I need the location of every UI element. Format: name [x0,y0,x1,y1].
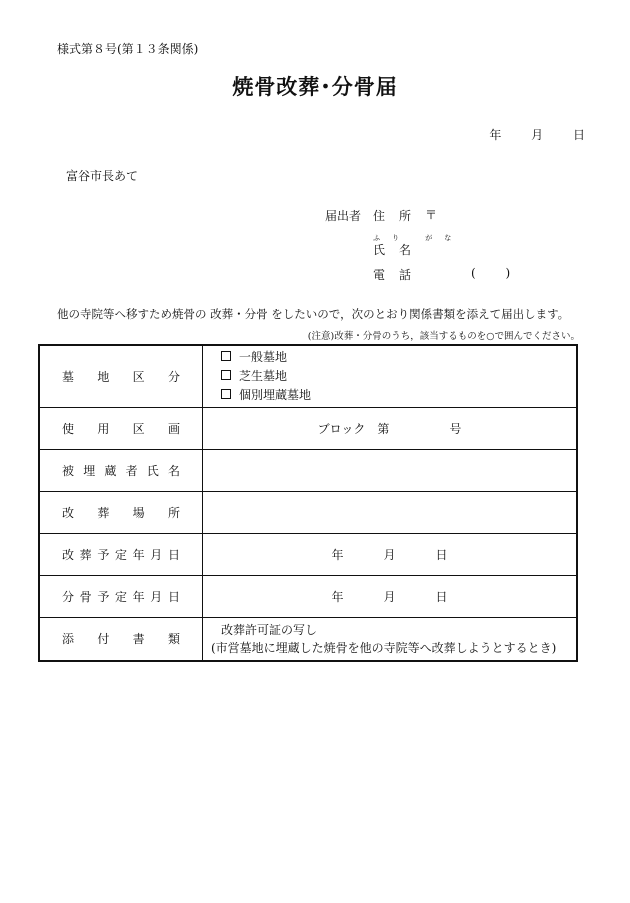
label-char: 葬 [97,505,110,520]
row-label [39,533,203,575]
cemetery-type-cell [203,345,578,407]
table-row [39,617,577,661]
label-char: 定 [114,547,127,562]
month-label: 月 [383,547,396,562]
day-label: 日 [435,547,448,562]
label-reburial-place [40,504,202,521]
label-char: 地 [97,369,110,384]
phone-parentheses: ( ) [471,266,511,280]
label-char: 予 [97,589,110,604]
option-label: 一般墓地 [239,349,288,364]
bone-division-date-field[interactable] [203,575,578,617]
label-char: 書 [132,632,145,647]
address-label: 住所 [373,209,426,223]
option-individual[interactable] [203,386,576,405]
label-char: 日 [167,589,180,604]
row-label [39,345,203,407]
row-label [39,575,203,617]
statement-text: 他の寺院等へ移すため焼骨の 改葬・分骨 をしたいので，次のとおり関係書類を添えて届出します。 [57,307,570,321]
label-char: 埋 [83,463,96,478]
table-row [39,491,577,533]
reburial-place-field[interactable] [203,491,578,533]
form-number: 様式第８号(第１３条関係) [57,42,199,56]
label-char: 分 [167,369,180,384]
label-char: 改 [62,505,75,520]
month-label: 月 [383,589,396,604]
label-char: 月 [150,589,163,604]
row-label [39,407,203,449]
phone-label: 電話 [373,268,426,282]
table-row [39,345,577,407]
submission-date: 年 月 日 [489,128,585,142]
label-char: 添 [62,632,75,647]
row-label [39,449,203,491]
checkbox-icon[interactable] [221,370,231,380]
table-row [39,533,577,575]
label-char: 付 [97,632,110,647]
label-bone-division-date [40,588,202,605]
note-text: (注意)改葬・分骨のうち，該当するものを○で囲んでください。 [307,331,580,342]
label-char: 年 [132,589,145,604]
label-char: 骨 [79,589,92,604]
label-char: 者 [125,463,138,478]
form-table [38,344,578,662]
row-label [39,617,203,661]
label-char: 葬 [79,547,92,562]
label-char: 名 [167,463,180,478]
label-char: 使 [62,421,75,436]
checkbox-icon[interactable] [221,389,231,399]
table-row [39,449,577,491]
table-row [39,407,577,449]
applicant-label: 届出者 [325,209,362,223]
label-char: 日 [167,547,180,562]
postal-mark: 〒 [425,208,438,222]
name-label: 氏名 [373,243,426,257]
addressee: 富谷市長あて [66,169,139,183]
label-char: 改 [62,547,75,562]
checkbox-icon[interactable] [221,351,231,361]
label-char: 区 [132,369,145,384]
label-char: 被 [62,463,75,478]
label-char: 年 [132,547,145,562]
table-row [39,575,577,617]
attachment-item: 改葬許可証の写し [221,622,318,637]
label-char: 所 [167,505,180,520]
attachments-cell [203,617,578,661]
year-label: 年 [331,589,344,604]
label-char: 氏 [146,463,159,478]
attachment-condition: (市営墓地に埋蔵した焼骨を他の寺院等へ改葬しようとするとき) [211,640,557,655]
label-cemetery-type [40,368,202,385]
label-char: 場 [132,505,145,520]
label-attachments [40,630,202,647]
deceased-name-field[interactable] [203,449,578,491]
label-char: 蔵 [104,463,117,478]
option-lawn[interactable] [203,367,576,386]
page-title: 焼骨改葬･分骨届 [232,75,398,99]
reburial-date-field[interactable] [203,533,578,575]
option-label: 芝生墓地 [239,368,288,383]
label-char: 定 [114,589,127,604]
label-char: 用 [97,421,110,436]
day-label: 日 [435,589,448,604]
label-reburial-date [40,546,202,563]
option-label: 個別埋蔵墓地 [239,387,312,402]
row-label [39,491,203,533]
label-char: 類 [167,632,180,647]
plot-cell[interactable] [203,407,578,449]
year-label: 年 [331,547,344,562]
label-char: 墓 [62,369,75,384]
label-char: 画 [167,421,180,436]
block-text: ブロック 第 号 [317,421,462,436]
label-char: 分 [62,589,75,604]
option-general[interactable] [203,348,576,367]
label-char: 予 [97,547,110,562]
label-char: 区 [132,421,145,436]
label-char: 月 [150,547,163,562]
label-deceased-name [40,462,202,479]
label-plot [40,420,202,437]
furigana-label: ふり がな [373,234,464,242]
